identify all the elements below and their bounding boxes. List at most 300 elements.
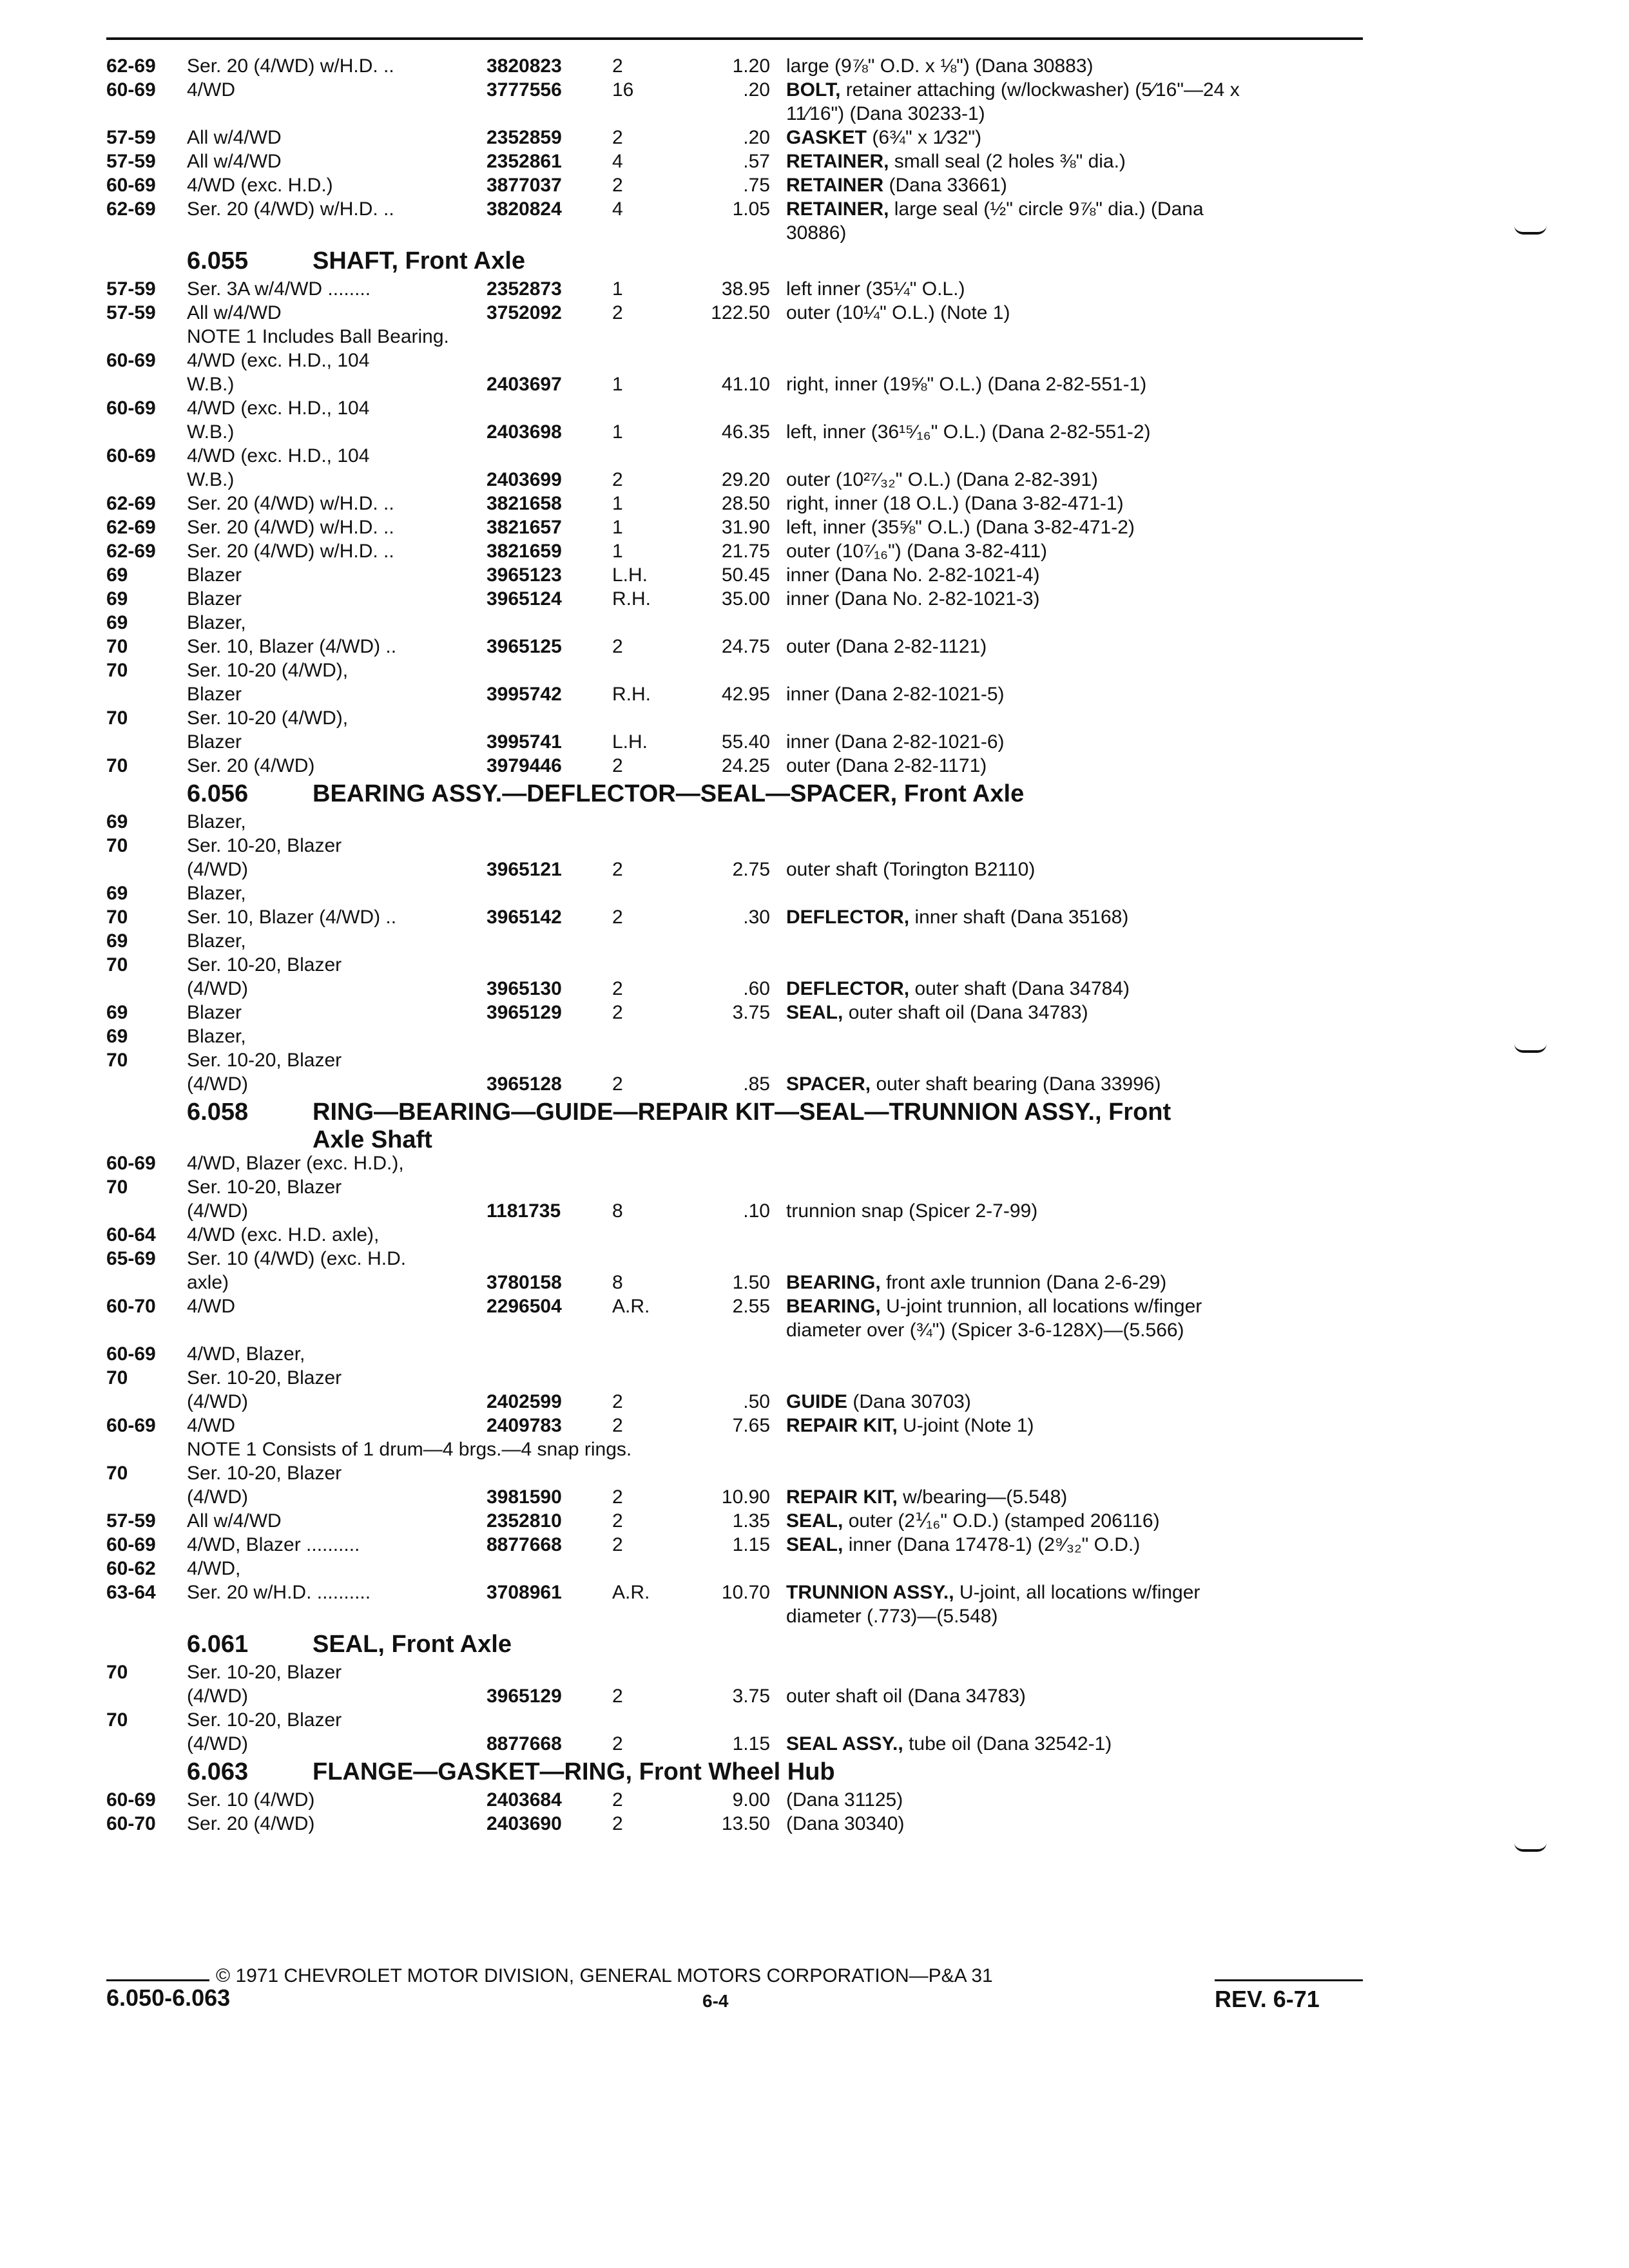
application: Ser. 3A w/4/WD ........	[187, 278, 371, 300]
quantity: 2	[612, 978, 623, 999]
price: 3.75	[732, 1002, 770, 1023]
part-row	[106, 1024, 1363, 1048]
price: 35.00	[721, 588, 770, 610]
part-row	[106, 1788, 1363, 1812]
description-text: (Dana 30340)	[786, 1813, 905, 1834]
price: .20	[743, 79, 770, 101]
part-row	[106, 1533, 1363, 1557]
section-number: 6.056	[187, 780, 249, 807]
quantity: 2	[612, 907, 623, 928]
description	[786, 858, 1366, 881]
copyright-text: © 1971 CHEVROLET MOTOR DIVISION, GENERAL MOTORS CORPORATION—P&A 31	[216, 1965, 993, 1986]
part-number: 3752092	[487, 302, 562, 323]
application: Ser. 10-20, Blazer	[187, 1463, 342, 1484]
description-text: front axle trunnion (Dana 2-6-29)	[880, 1272, 1167, 1293]
model-years: 62-69	[106, 517, 156, 538]
section-title: BEARING ASSY.—DEFLECTOR—SEAL—SPACER, Front Axle	[313, 780, 1025, 807]
price: 42.95	[721, 684, 770, 705]
model-years: 60-69	[106, 1153, 156, 1174]
part-name: RETAINER,	[786, 151, 889, 172]
quantity: 1	[612, 278, 623, 300]
description	[786, 173, 1366, 197]
price: 50.45	[721, 564, 770, 586]
part-number: 2409783	[487, 1415, 562, 1436]
quantity: 2	[612, 859, 623, 880]
part-row	[106, 149, 1363, 173]
description-text: retainer attaching (w/lockwasher) (5⁄16"—24 x	[840, 79, 1240, 101]
quantity: 2	[612, 755, 623, 776]
margin-mark	[1514, 1044, 1547, 1053]
part-row	[106, 1001, 1363, 1024]
part-number: 2403697	[487, 374, 562, 395]
model-years: 70	[106, 636, 128, 657]
price: 24.25	[721, 755, 770, 776]
section-range: 6.050-6.063	[106, 1984, 231, 2011]
part-row	[106, 977, 1363, 1001]
description	[786, 372, 1366, 396]
application: Ser. 10-20, Blazer	[187, 1709, 342, 1731]
part-row	[106, 197, 1363, 221]
description	[786, 492, 1366, 515]
application: Ser. 20 (4/WD) w/H.D. ..	[187, 493, 394, 514]
section-heading	[106, 778, 1363, 810]
price: 7.65	[732, 1415, 770, 1436]
model-years: 57-59	[106, 302, 156, 323]
description	[786, 277, 1366, 301]
quantity: 2	[612, 1486, 623, 1508]
part-name: RETAINER	[786, 175, 884, 196]
model-years: 70	[106, 660, 128, 681]
page-footer	[106, 1965, 1363, 2055]
part-name: GUIDE	[786, 1391, 848, 1412]
description-text: 30886)	[786, 222, 847, 244]
part-row	[106, 881, 1363, 905]
application: 4/WD, Blazer (exc. H.D.),	[187, 1153, 404, 1174]
part-name: SEAL,	[786, 1002, 843, 1023]
quantity: 2	[612, 175, 623, 196]
price: .60	[743, 978, 770, 999]
section-title: FLANGE—GASKET—RING, Front Wheel Hub	[313, 1758, 835, 1785]
application: Blazer,	[187, 883, 246, 904]
description	[786, 1390, 1366, 1414]
application: Ser. 10 (4/WD)	[187, 1789, 315, 1811]
application: (4/WD)	[187, 1686, 248, 1707]
revision-label: REV. 6-71	[1215, 1986, 1320, 2012]
part-number: 2352859	[487, 127, 562, 148]
description-text: trunnion snap (Spicer 2-7-99)	[786, 1200, 1038, 1222]
part-number: 2403690	[487, 1813, 562, 1834]
price: 3.75	[732, 1686, 770, 1707]
section-number: 6.061	[187, 1631, 249, 1658]
part-number: 3965129	[487, 1686, 562, 1707]
application: (4/WD)	[187, 1391, 248, 1412]
part-number: 2352810	[487, 1510, 562, 1532]
description	[786, 539, 1366, 563]
part-number: 3995742	[487, 684, 562, 705]
model-years: 69	[106, 588, 128, 610]
part-row	[106, 444, 1363, 468]
quantity: 2	[612, 1415, 623, 1436]
model-years: 70	[106, 1177, 128, 1198]
description-text: U-joint (Note 1)	[897, 1415, 1034, 1436]
part-row	[106, 658, 1363, 682]
description-text: outer shaft (Dana 34784)	[909, 978, 1130, 999]
description-text: inner shaft (Dana 35168)	[909, 907, 1129, 928]
quantity: 2	[612, 1686, 623, 1707]
section-number: 6.063	[187, 1758, 249, 1785]
part-name: DEFLECTOR,	[786, 907, 910, 928]
part-number: 3965121	[487, 859, 562, 880]
description-text: outer (Dana 2-82-1171)	[786, 755, 987, 776]
part-row	[106, 611, 1363, 635]
description	[786, 1581, 1366, 1604]
part-row	[106, 1509, 1363, 1533]
model-years: 70	[106, 707, 128, 729]
description-text: outer (10⁷⁄₁₆") (Dana 3-82-411)	[786, 541, 1048, 562]
price: 1.20	[732, 55, 770, 77]
part-row	[106, 301, 1363, 325]
model-years: 60-69	[106, 1534, 156, 1555]
part-number: 3965123	[487, 564, 562, 586]
section-heading	[106, 1628, 1363, 1660]
description	[786, 221, 1366, 245]
description-text: small seal (2 holes ⅜" dia.)	[889, 151, 1126, 172]
description	[786, 730, 1366, 754]
model-years: 70	[106, 907, 128, 928]
application: Ser. 10-20, Blazer	[187, 954, 342, 975]
application: W.B.)	[187, 469, 235, 490]
quantity: 2	[612, 1733, 623, 1754]
quantity: A.R.	[612, 1296, 650, 1317]
price: .75	[743, 175, 770, 196]
part-row	[106, 563, 1363, 587]
price: 1.05	[732, 198, 770, 220]
part-row	[106, 372, 1363, 396]
description-text: (Dana 33661)	[883, 175, 1007, 196]
part-row	[106, 635, 1363, 658]
price: 24.75	[721, 636, 770, 657]
section-title: Axle Shaft	[313, 1126, 432, 1153]
part-number: 2296504	[487, 1296, 562, 1317]
part-name: BEARING,	[786, 1296, 881, 1317]
quantity: 2	[612, 1534, 623, 1555]
model-years: 57-59	[106, 1510, 156, 1532]
price: 122.50	[711, 302, 770, 323]
part-name: TRUNNION ASSY.,	[786, 1582, 954, 1603]
description	[786, 1414, 1366, 1437]
quantity: 8	[612, 1200, 623, 1222]
part-number: 3820823	[487, 55, 562, 77]
price: 10.90	[721, 1486, 770, 1508]
part-number: 2403698	[487, 421, 562, 443]
description-text: large seal (½" circle 9⅞" dia.) (Dana	[889, 198, 1204, 220]
application: Ser. 20 (4/WD)	[187, 755, 315, 776]
part-number: 3981590	[487, 1486, 562, 1508]
description	[786, 420, 1366, 444]
application: Blazer	[187, 588, 242, 610]
parts-list	[106, 54, 1363, 1836]
description-text: outer shaft bearing (Dana 33996)	[871, 1073, 1161, 1095]
part-number: 8877668	[487, 1534, 562, 1555]
description-text: outer shaft (Torington B2110)	[786, 859, 1036, 880]
part-row	[106, 1581, 1363, 1604]
part-row	[106, 1604, 1363, 1628]
application: axle)	[187, 1272, 229, 1293]
quantity: 2	[612, 636, 623, 657]
part-number: 3777556	[487, 79, 562, 101]
price: .30	[743, 907, 770, 928]
section-heading-continued	[106, 1128, 1363, 1151]
description	[786, 149, 1366, 173]
application: Blazer	[187, 731, 242, 753]
price: 1.35	[732, 1510, 770, 1532]
quantity: 2	[612, 1813, 623, 1834]
part-number: 3995741	[487, 731, 562, 753]
part-row	[106, 420, 1363, 444]
price: 29.20	[721, 469, 770, 490]
application: 4/WD, Blazer,	[187, 1343, 305, 1365]
part-row	[106, 396, 1363, 420]
application: Ser. 20 (4/WD) w/H.D. ..	[187, 541, 394, 562]
model-years: 69	[106, 1002, 128, 1023]
part-row	[106, 1048, 1363, 1072]
application: Blazer	[187, 684, 242, 705]
application: 4/WD (exc. H.D. axle),	[187, 1224, 380, 1245]
part-number: 3965142	[487, 907, 562, 928]
model-years: 60-69	[106, 175, 156, 196]
part-row	[106, 587, 1363, 611]
part-row	[106, 1485, 1363, 1509]
part-number: 3708961	[487, 1582, 562, 1603]
description-text: (Dana 30703)	[847, 1391, 971, 1412]
part-row	[106, 78, 1363, 102]
application: (4/WD)	[187, 1486, 248, 1508]
price: 1.15	[732, 1733, 770, 1754]
application: Ser. 20 (4/WD) w/H.D. ..	[187, 55, 394, 77]
part-row	[106, 682, 1363, 706]
description-text: right, inner (18 O.L.) (Dana 3-82-471-1)	[786, 493, 1124, 514]
model-years: 69	[106, 564, 128, 586]
model-years: 60-69	[106, 350, 156, 371]
model-years: 69	[106, 811, 128, 832]
quantity: R.H.	[612, 588, 651, 610]
price: 38.95	[721, 278, 770, 300]
model-years: 57-59	[106, 151, 156, 172]
price: 2.75	[732, 859, 770, 880]
model-years: 69	[106, 930, 128, 952]
quantity: 1	[612, 374, 623, 395]
part-row	[106, 1414, 1363, 1437]
section-title: SEAL, Front Axle	[313, 1631, 512, 1658]
price: 9.00	[732, 1789, 770, 1811]
description	[786, 197, 1366, 221]
quantity: 4	[612, 198, 623, 220]
model-years: 60-69	[106, 79, 156, 101]
price: 28.50	[721, 493, 770, 514]
note-row	[106, 325, 1363, 349]
quantity: 2	[612, 1789, 623, 1811]
model-years: 70	[106, 835, 128, 856]
description-text: diameter over (¾") (Spicer 3-6-128X)—(5.566)	[786, 1320, 1184, 1341]
model-years: 70	[106, 1662, 128, 1683]
description	[786, 1294, 1366, 1318]
part-name: REPAIR KIT,	[786, 1415, 898, 1436]
price: 1.50	[732, 1272, 770, 1293]
part-row	[106, 905, 1363, 929]
application: Ser. 10-20 (4/WD),	[187, 660, 349, 681]
application: Ser. 10-20, Blazer	[187, 1177, 342, 1198]
part-number: 2352861	[487, 151, 562, 172]
part-name: REPAIR KIT,	[786, 1486, 898, 1508]
model-years: 69	[106, 612, 128, 633]
price: 21.75	[721, 541, 770, 562]
model-years: 60-69	[106, 1343, 156, 1365]
description-text: U-joint trunnion, all locations w/finger	[880, 1296, 1202, 1317]
application: Ser. 10-20, Blazer	[187, 1367, 342, 1389]
description	[786, 1318, 1366, 1342]
quantity: L.H.	[612, 731, 648, 753]
application: (4/WD)	[187, 1073, 248, 1095]
price: 2.55	[732, 1296, 770, 1317]
section-title: RING—BEARING—GUIDE—REPAIR KIT—SEAL—TRUNNION ASSY., Front	[313, 1099, 1171, 1126]
model-years: 62-69	[106, 198, 156, 220]
application: (4/WD)	[187, 1733, 248, 1754]
model-years: 65-69	[106, 1248, 156, 1269]
application: (4/WD)	[187, 1200, 248, 1222]
part-number: 2403684	[487, 1789, 562, 1811]
quantity: 2	[612, 1510, 623, 1532]
part-number: 3965129	[487, 1002, 562, 1023]
description-text: outer (10¼" O.L.) (Note 1)	[786, 302, 1010, 323]
part-number: 3965124	[487, 588, 562, 610]
part-row	[106, 1732, 1363, 1756]
price: .50	[743, 1391, 770, 1412]
application: Blazer,	[187, 612, 246, 633]
part-name: SEAL,	[786, 1534, 843, 1555]
description	[786, 102, 1366, 126]
model-years: 62-69	[106, 493, 156, 514]
model-years: 60-69	[106, 1415, 156, 1436]
part-number: 3965125	[487, 636, 562, 657]
part-name: BEARING,	[786, 1272, 881, 1293]
part-row	[106, 1461, 1363, 1485]
description	[786, 905, 1366, 929]
part-number: 1181735	[487, 1200, 561, 1222]
quantity: 1	[612, 493, 623, 514]
part-row	[106, 1318, 1363, 1342]
part-row	[106, 1557, 1363, 1581]
application: 4/WD	[187, 79, 235, 101]
quantity: 2	[612, 469, 623, 490]
quantity: 8	[612, 1272, 623, 1293]
quantity: 4	[612, 151, 623, 172]
part-row	[106, 1151, 1363, 1175]
part-row	[106, 539, 1363, 563]
description-text: outer shaft oil (Dana 34783)	[786, 1686, 1026, 1707]
part-row	[106, 1342, 1363, 1366]
description-text: left, inner (35⅝" O.L.) (Dana 3-82-471-2)	[786, 517, 1135, 538]
description	[786, 587, 1366, 611]
model-years: 70	[106, 755, 128, 776]
application: W.B.)	[187, 374, 235, 395]
description	[786, 1485, 1366, 1509]
description-text: U-joint, all locations w/finger	[954, 1582, 1200, 1603]
application: (4/WD)	[187, 978, 248, 999]
part-number: 2403699	[487, 469, 562, 490]
application: 4/WD (exc. H.D., 104	[187, 398, 370, 419]
application: Blazer	[187, 564, 242, 586]
application: Ser. 10, Blazer (4/WD) ..	[187, 636, 397, 657]
application: 4/WD	[187, 1296, 235, 1317]
section-heading	[106, 245, 1363, 277]
part-row	[106, 1660, 1363, 1684]
application: W.B.)	[187, 421, 235, 443]
description	[786, 468, 1366, 492]
description	[786, 78, 1366, 102]
description	[786, 682, 1366, 706]
model-years: 63-64	[106, 1582, 156, 1603]
part-row	[106, 221, 1363, 245]
model-years: 60-70	[106, 1813, 156, 1834]
model-years: 60-70	[106, 1296, 156, 1317]
part-number: 3821657	[487, 517, 562, 538]
application: 4/WD	[187, 1415, 235, 1436]
model-years: 57-59	[106, 127, 156, 148]
model-years: 70	[106, 1709, 128, 1731]
application: (4/WD)	[187, 859, 248, 880]
part-number: 8877668	[487, 1733, 562, 1754]
description	[786, 1271, 1366, 1294]
note-text: NOTE 1 Consists of 1 drum—4 brgs.—4 snap rings.	[187, 1439, 632, 1460]
description	[786, 1732, 1366, 1756]
part-row	[106, 1366, 1363, 1390]
description	[786, 301, 1366, 325]
application: Ser. 10-20, Blazer	[187, 1662, 342, 1683]
part-number: 2352873	[487, 278, 562, 300]
part-row	[106, 102, 1363, 126]
description-text: outer shaft oil (Dana 34783)	[843, 1002, 1088, 1023]
description	[786, 1509, 1366, 1533]
model-years: 69	[106, 883, 128, 904]
application: All w/4/WD	[187, 1510, 282, 1532]
description-text: diameter (.773)—(5.548)	[786, 1606, 998, 1627]
description-text: inner (Dana No. 2-82-1021-4)	[786, 564, 1040, 586]
note-row	[106, 1437, 1363, 1461]
part-name: RETAINER,	[786, 198, 889, 220]
footer-rule-left	[106, 1979, 209, 1981]
section-number: 6.058	[187, 1099, 249, 1126]
model-years: 62-69	[106, 541, 156, 562]
description	[786, 977, 1366, 1001]
description	[786, 1812, 1366, 1836]
part-row	[106, 1708, 1363, 1732]
model-years: 60-62	[106, 1558, 156, 1579]
part-row	[106, 730, 1363, 754]
part-row	[106, 1271, 1363, 1294]
description	[786, 1199, 1366, 1223]
section-number: 6.055	[187, 247, 249, 274]
description	[786, 754, 1366, 778]
description-text: inner (Dana 17478-1) (2⁹⁄₃₂" O.D.)	[843, 1534, 1141, 1555]
part-row	[106, 126, 1363, 149]
application: Ser. 20 (4/WD)	[187, 1813, 315, 1834]
part-name: SEAL,	[786, 1510, 843, 1532]
application: All w/4/WD	[187, 302, 282, 323]
part-row	[106, 515, 1363, 539]
description-text: w/bearing—(5.548)	[897, 1486, 1068, 1508]
description-text: (6¾" x 1⁄32")	[867, 127, 982, 148]
application: 4/WD, Blazer ..........	[187, 1534, 360, 1555]
